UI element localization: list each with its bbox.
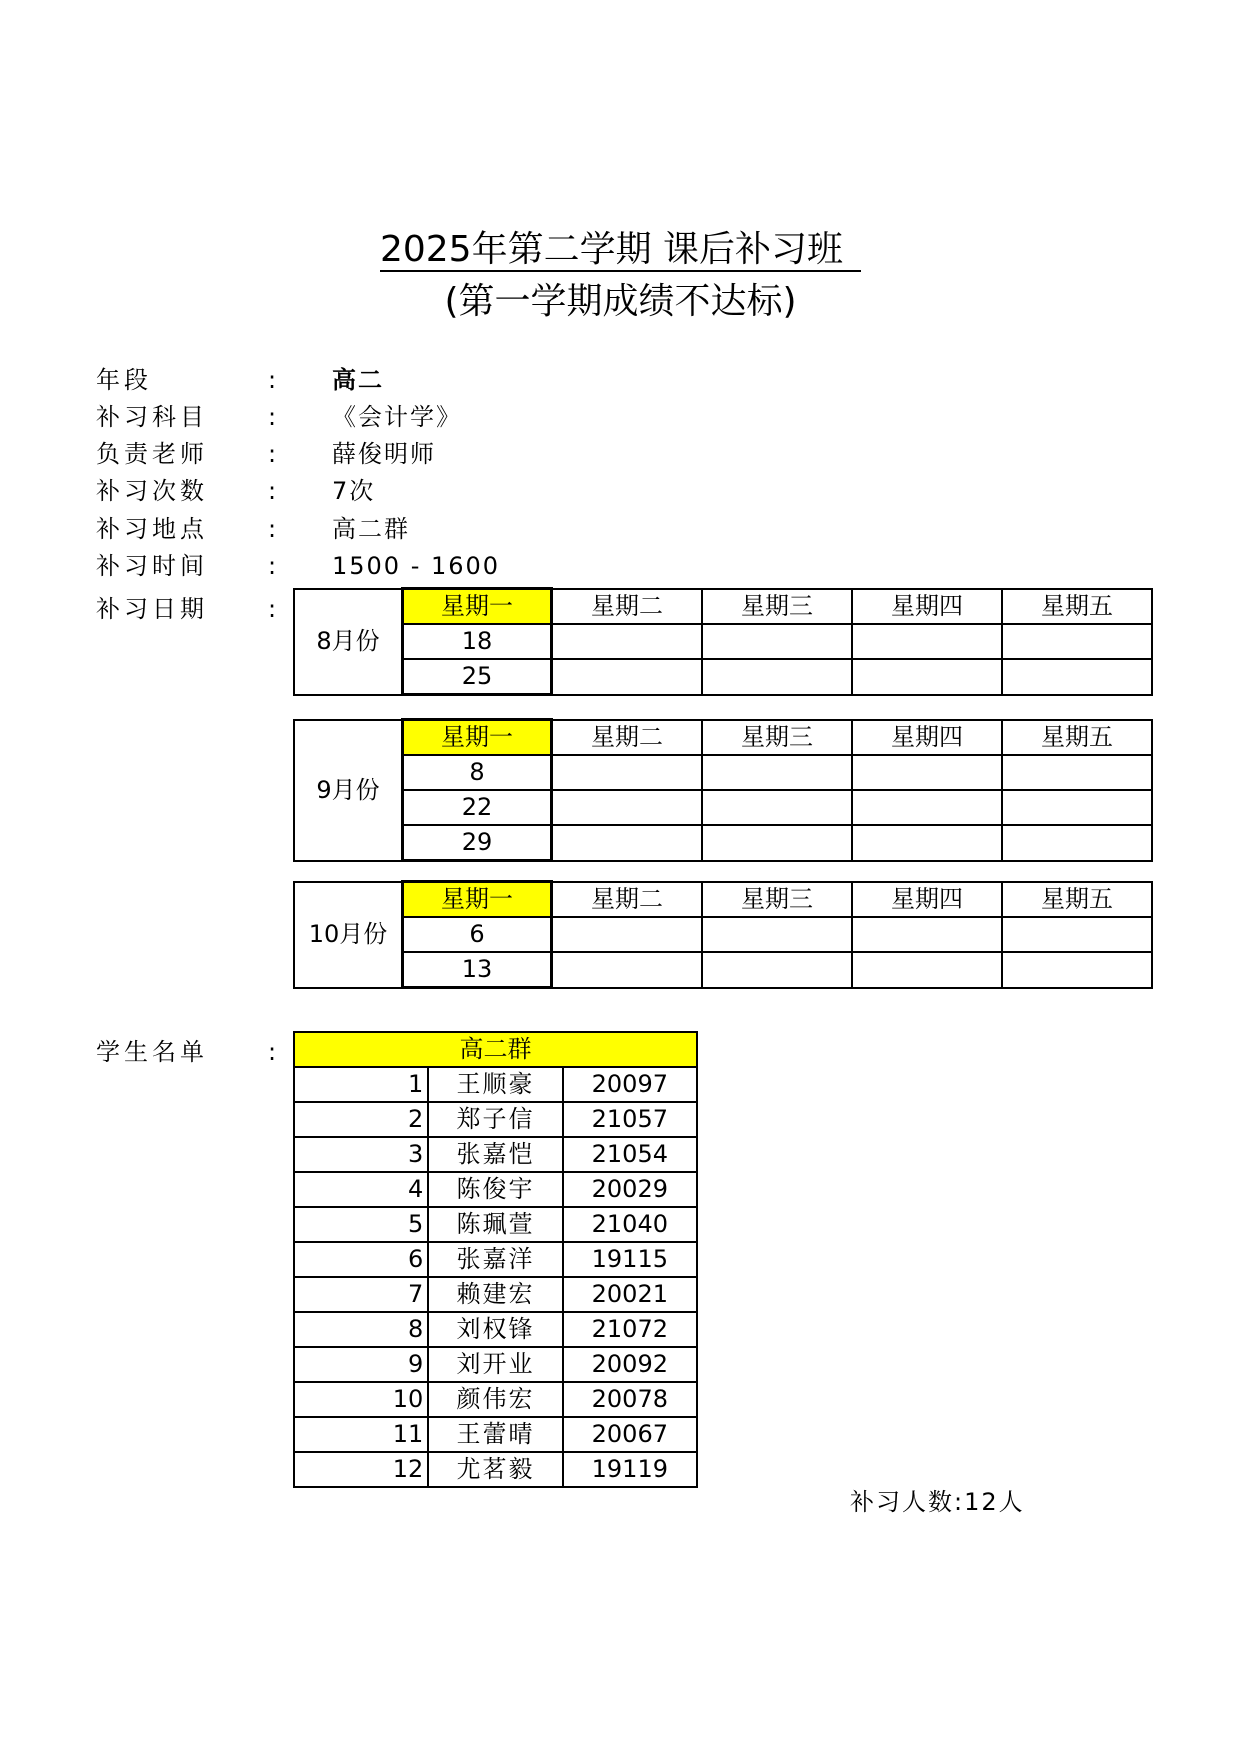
table-row	[294, 1067, 697, 1102]
dates-label: 补习日期	[96, 595, 208, 623]
weekday-header-thu: 星期四	[852, 882, 1002, 918]
location-label: 补习地点	[96, 515, 208, 543]
table-row	[294, 1347, 697, 1382]
weekday-header-wed: 星期三	[702, 882, 852, 918]
subject-value: 《会计学》	[332, 403, 462, 431]
student-id: 20067	[563, 1417, 697, 1452]
student-id: 20029	[563, 1172, 697, 1207]
student-name: 赖建宏	[428, 1277, 562, 1312]
empty-cell	[1002, 825, 1152, 861]
student-table-header: 高二群	[294, 1032, 697, 1067]
page-title	[0, 228, 1241, 272]
schedule-august	[293, 587, 1153, 696]
student-id: 21057	[563, 1102, 697, 1137]
title-line-1: 2025年第二学期 课后补习班	[380, 229, 861, 272]
row-number: 3	[294, 1137, 428, 1172]
table-row	[294, 1277, 697, 1312]
student-name: 陈珮萱	[428, 1207, 562, 1242]
empty-cell	[702, 790, 852, 825]
monday-date: 29	[403, 825, 552, 861]
empty-cell	[552, 624, 703, 659]
location-value: 高二群	[332, 515, 410, 543]
student-id: 21072	[563, 1312, 697, 1347]
empty-cell	[1002, 624, 1152, 659]
student-id: 20097	[563, 1067, 697, 1102]
table-row	[294, 1382, 697, 1417]
empty-cell	[552, 952, 703, 988]
empty-cell	[552, 790, 703, 825]
empty-cell	[1002, 790, 1152, 825]
empty-cell	[852, 624, 1002, 659]
weekday-header-thu: 星期四	[852, 720, 1002, 756]
student-name: 郑子信	[428, 1102, 562, 1137]
table-row	[294, 1312, 697, 1347]
monday-date: 8	[403, 755, 552, 790]
student-name: 陈俊宇	[428, 1172, 562, 1207]
student-name: 尤茗毅	[428, 1452, 562, 1487]
empty-cell	[1002, 952, 1152, 988]
weekday-header-tue: 星期二	[552, 589, 703, 625]
student-name: 张嘉洋	[428, 1242, 562, 1277]
table-row	[294, 1137, 697, 1172]
student-id: 20092	[563, 1347, 697, 1382]
empty-cell	[852, 825, 1002, 861]
month-label: 10月份	[294, 882, 403, 988]
time-colon: :	[268, 552, 277, 580]
weekday-header-fri: 星期五	[1002, 882, 1152, 918]
row-number: 12	[294, 1452, 428, 1487]
weekday-header-fri: 星期五	[1002, 589, 1152, 625]
weekday-header-tue: 星期二	[552, 882, 703, 918]
row-number: 11	[294, 1417, 428, 1452]
grade-value: 高二	[332, 366, 384, 394]
student-id: 21040	[563, 1207, 697, 1242]
empty-cell	[702, 825, 852, 861]
row-number: 1	[294, 1067, 428, 1102]
sessions-value: 7次	[332, 477, 376, 505]
empty-cell	[1002, 755, 1152, 790]
grade-label: 年段	[96, 366, 152, 394]
row-number: 8	[294, 1312, 428, 1347]
student-name: 张嘉恺	[428, 1137, 562, 1172]
page-subtitle: (第一学期成绩不达标)	[444, 281, 797, 322]
month-label: 9月份	[294, 720, 403, 861]
student-count: 补习人数:12人	[850, 1488, 1025, 1516]
student-name: 王顺豪	[428, 1067, 562, 1102]
month-label: 8月份	[294, 589, 403, 695]
teacher-colon: :	[268, 440, 277, 468]
empty-cell	[1002, 659, 1152, 695]
monday-date: 22	[403, 790, 552, 825]
student-id: 21054	[563, 1137, 697, 1172]
empty-cell	[702, 659, 852, 695]
sessions-colon: :	[268, 477, 277, 505]
empty-cell	[852, 952, 1002, 988]
table-row	[294, 1242, 697, 1277]
subject-colon: :	[268, 403, 277, 431]
row-number: 4	[294, 1172, 428, 1207]
row-number: 7	[294, 1277, 428, 1312]
empty-cell	[702, 917, 852, 952]
empty-cell	[852, 659, 1002, 695]
row-number: 2	[294, 1102, 428, 1137]
student-table	[293, 1031, 698, 1488]
empty-cell	[852, 790, 1002, 825]
subject-label: 补习科目	[96, 403, 208, 431]
weekday-header-tue: 星期二	[552, 720, 703, 756]
empty-cell	[552, 825, 703, 861]
empty-cell	[552, 917, 703, 952]
row-number: 5	[294, 1207, 428, 1242]
student-name: 刘开业	[428, 1347, 562, 1382]
empty-cell	[852, 917, 1002, 952]
student-name: 王蕾晴	[428, 1417, 562, 1452]
teacher-value: 薛俊明师	[332, 440, 436, 468]
empty-cell	[702, 952, 852, 988]
weekday-header-mon: 星期一	[403, 882, 552, 918]
time-label: 补习时间	[96, 552, 208, 580]
weekday-header-wed: 星期三	[702, 589, 852, 625]
row-number: 6	[294, 1242, 428, 1277]
monday-date: 18	[403, 624, 552, 659]
students-colon: :	[268, 1038, 277, 1066]
schedule-october	[293, 880, 1153, 989]
empty-cell	[702, 624, 852, 659]
student-name: 刘权锋	[428, 1312, 562, 1347]
location-colon: :	[268, 515, 277, 543]
teacher-label: 负责老师	[96, 440, 208, 468]
schedule-september	[293, 718, 1153, 862]
students-label: 学生名单	[96, 1038, 208, 1066]
row-number: 10	[294, 1382, 428, 1417]
row-number: 9	[294, 1347, 428, 1382]
student-id: 19119	[563, 1452, 697, 1487]
student-id: 20021	[563, 1277, 697, 1312]
student-id: 20078	[563, 1382, 697, 1417]
student-id: 19115	[563, 1242, 697, 1277]
table-row	[294, 1102, 697, 1137]
time-value: 1500 - 1600	[332, 552, 501, 580]
monday-date: 13	[403, 952, 552, 988]
table-row	[294, 1172, 697, 1207]
weekday-header-fri: 星期五	[1002, 720, 1152, 756]
weekday-header-thu: 星期四	[852, 589, 1002, 625]
empty-cell	[1002, 917, 1152, 952]
dates-colon: :	[268, 595, 277, 623]
empty-cell	[852, 755, 1002, 790]
sessions-label: 补习次数	[96, 477, 208, 505]
empty-cell	[552, 659, 703, 695]
weekday-header-mon: 星期一	[403, 589, 552, 625]
table-row	[294, 1207, 697, 1242]
student-name: 颜伟宏	[428, 1382, 562, 1417]
table-row	[294, 1452, 697, 1487]
monday-date: 6	[403, 917, 552, 952]
empty-cell	[702, 755, 852, 790]
empty-cell	[552, 755, 703, 790]
weekday-header-wed: 星期三	[702, 720, 852, 756]
monday-date: 25	[403, 659, 552, 695]
table-row	[294, 1417, 697, 1452]
weekday-header-mon: 星期一	[403, 720, 552, 756]
grade-colon: :	[268, 366, 277, 394]
